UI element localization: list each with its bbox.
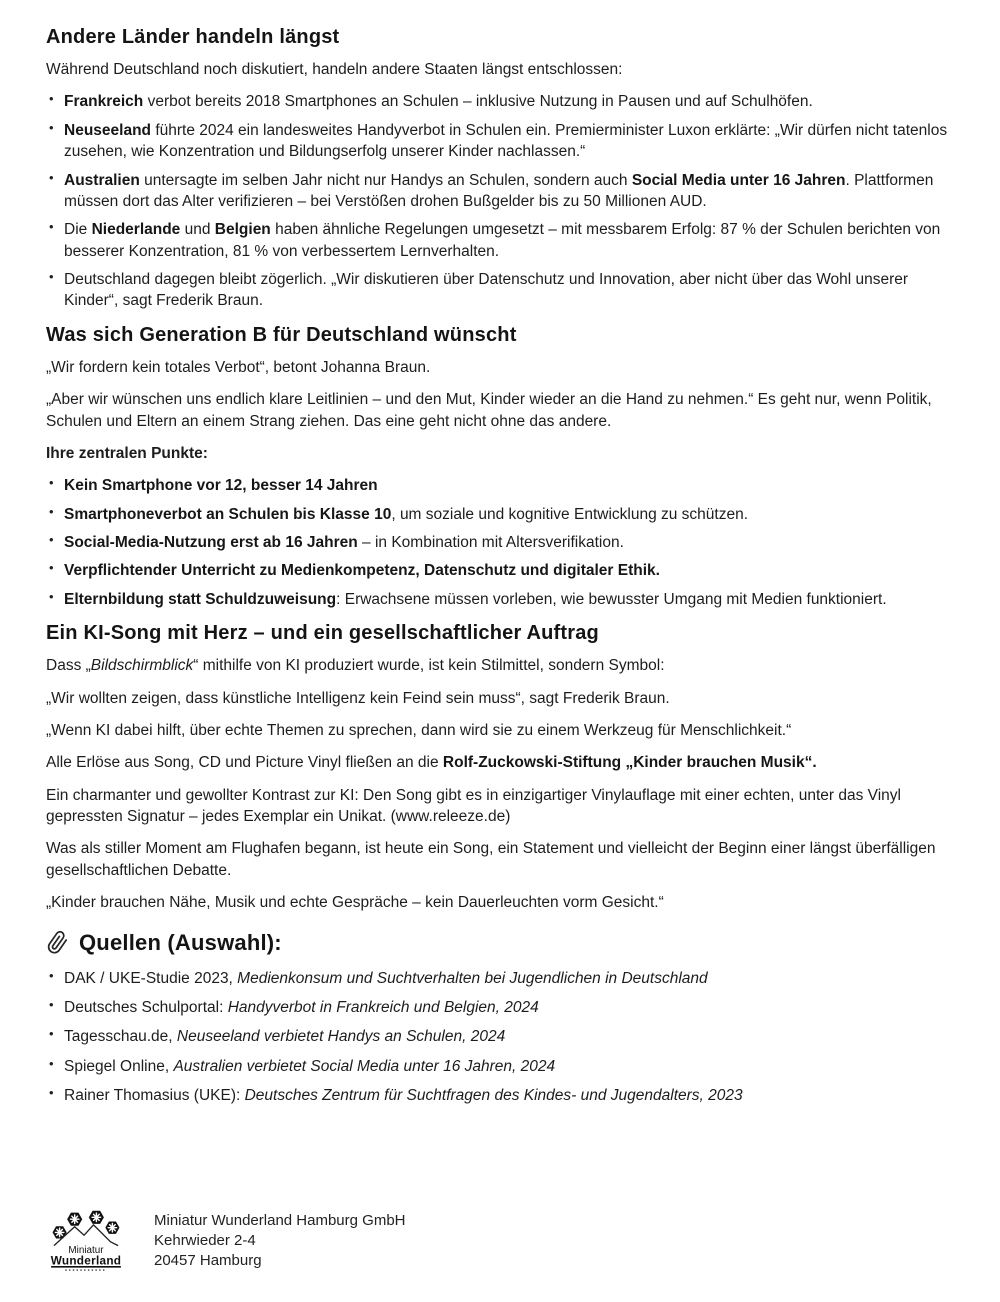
logo-text-line1: Miniatur [68,1245,104,1257]
paragraph [46,892,958,913]
italic-text: Deutsches Zentrum für Suchtfragen des Kindes- und Jugendalters, 2023 [244,1087,743,1104]
document-content [46,26,958,1114]
bold-text: Australien [64,171,140,189]
list-item [49,170,958,213]
text-run: Spiegel Online, [64,1057,174,1075]
text-run: Ihre zentralen Punkte: [46,444,208,462]
list-item [49,997,958,1018]
list-item [49,589,958,610]
text-run: verbot bereits 2018 Smartphones an Schulen – inklusive Nutzung in Pausen und auf Schulhöfen. [143,93,813,111]
bold-text: Neuseeland [64,121,152,139]
text-run: „Kinder brauchen Nähe, Musik und echte Gespräche – kein Dauerleuchten vorm Gesicht.“ [46,894,664,912]
heading-text: Ein KI-Song mit Herz – und ein gesellschaftlicher Auftrag [46,622,599,645]
text-run: . Plattformen müssen dort das Alter verifizieren – bei Verstößen drohen Bußgelder bis zu 50 Millionen AUD. [64,171,934,210]
bullet-list [46,475,958,610]
address-line: Kehrwieder 2-4 [154,1231,256,1249]
text-run: DAK / UKE-Studie 2023, [64,969,238,987]
text-run: und [180,221,215,239]
section-heading [46,324,958,347]
heading-text: Andere Länder handeln längst [46,26,340,48]
list-item [49,1056,958,1077]
paragraph [46,59,958,80]
text-run: „Wir wollten zeigen, dass künstliche Intelligenz kein Feind sein muss“, sagt Frederik Braun. [46,689,670,707]
italic-text: Australien verbietet Social Media unter 16 Jahren, 2024 [173,1057,556,1075]
text-run: Dass „ [46,657,91,675]
footer [48,1206,406,1277]
text-run: : Erwachsene müssen vorleben, wie bewusster Umgang mit Medien funktioniert. [336,590,887,608]
text-run: Deutsches Schulportal: [64,998,228,1016]
list-item [49,504,958,525]
text-run: Alle Erlöse aus Song, CD und Picture Vinyl fließen an die [46,754,443,772]
sources-list [46,968,958,1107]
section-heading [46,930,958,956]
heading-text: Quellen (Auswahl): [79,929,282,955]
paragraph [46,443,958,464]
paragraph [46,655,958,676]
bold-text: Verpflichtender Unterricht zu Medienkompetenz, Datenschutz und digitaler Ethik. [64,562,660,580]
italic-text: Neuseeland verbietet Handys an Schulen, 2024 [176,1028,506,1046]
section-heading [46,26,958,49]
text-run: „Wenn KI dabei hilft, über echte Themen zu sprechen, dann wird sie zu einem Werkzeug für Menschlichkeit.“ [46,721,792,739]
list-item [49,475,958,496]
bold-text: Kein Smartphone vor 12, besser 14 Jahren [64,477,378,495]
list-item [49,560,958,581]
text-run: Ein charmanter und gewollter Kontrast zur KI: Den Song gibt es in einzigartiger Vinylauflage mit einer echten, unter das Vinyl gepressten Signatur – jedes Exemplar ein Unikat. (www.releeze.de) [46,786,901,825]
paperclip-icon [46,931,69,954]
bold-text: Rolf-Zuckowski-Stiftung „Kinder brauchen Musik“. [442,754,817,772]
text-run: führte 2024 ein landesweites Handyverbot in Schulen ein. Premierminister Luxon erklärte: „Wir dürfen nicht tatenlos zusehen, wie Konzentration und Bildungserfolg unserer Kinder nachlassen.“ [64,121,948,161]
text-run: “ mithilfe von KI produziert wurde, ist kein Stilmittel, sondern Symbol: [193,657,665,675]
text-run: haben ähnliche Regelungen umgesetzt – mit messbarem Erfolg: 87 % der Schulen berichten von besserer Konzentration, 81 % von verbessertem Lernverhalten. [64,221,941,260]
paragraph [46,389,958,432]
list-item [49,219,958,262]
italic-text: Handyverbot in Frankreich und Belgien, 2024 [227,998,539,1016]
text-run: Deutschland dagegen bleibt zögerlich. „Wir diskutieren über Datenschutz und Innovation, aber nicht über das Wohl unserer Kinder“, sagt Frederik Braun. [64,271,909,310]
paragraph [46,785,958,828]
list-item [49,91,958,112]
text-run: untersagte im selben Jahr nicht nur Handys an Schulen, sondern auch [139,171,632,189]
address-line: Miniatur Wunderland Hamburg GmbH [154,1212,406,1229]
miniatur-wunderland-logo [48,1206,124,1277]
list-item [49,1085,958,1106]
paragraph [46,688,958,709]
text-run: „Wir fordern kein totales Verbot“, betont Johanna Braun. [46,358,431,376]
address-line: 20457 Hamburg [154,1251,262,1269]
italic-text: Medienkonsum und Suchtverhalten bei Jugendlichen in Deutschland [237,969,708,987]
italic-text: Bildschirmblick [90,657,194,675]
list-item [49,120,958,163]
text-run: Rainer Thomasius (UKE): [64,1087,245,1104]
bullet-list [46,91,958,311]
bold-text: Belgien [214,221,271,239]
list-item [49,1026,958,1047]
paragraph [46,752,958,773]
paragraph [46,838,958,881]
bold-text: Frankreich [64,93,144,111]
text-run: – in Kombination mit Altersverifikation. [357,534,624,551]
logo-text-line2: Wunderland [50,1254,122,1268]
heading-text: Was sich Generation B für Deutschland wünscht [46,323,517,346]
bold-text: Social Media unter 16 Jahren [631,171,846,189]
text-run: Die [64,221,92,239]
paragraph [46,357,958,378]
paragraph [46,720,958,741]
bold-text: Social-Media-Nutzung erst ab 16 Jahren [64,534,358,551]
bold-text: Smartphoneverbot an Schulen bis Klasse 10 [64,505,392,523]
text-run: Tagesschau.de, [64,1028,177,1046]
text-run: „Aber wir wünschen uns endlich klare Leitlinien – und den Mut, Kinder wieder an die Hand zu nehmen.“ Es geht nur, wenn Politik, Schulen und Eltern an einem Strang ziehen. Das eine geht nicht ohne das andere. [46,391,932,430]
bold-text: Niederlande [91,221,181,239]
list-item [49,532,958,553]
bold-text: Elternbildung statt Schuldzuweisung [64,590,337,608]
text-run: Was als stiller Moment am Flughafen begann, ist heute ein Song, ein Statement und vielleicht der Beginn einer längst überfälligen gesellschaftlichen Debatte. [46,840,936,879]
section-heading [46,622,958,645]
list-item [49,269,958,312]
text-run: Während Deutschland noch diskutiert, handeln andere Staaten längst entschlossen: [46,61,623,78]
text-run: , um soziale und kognitive Entwicklung zu schützen. [391,505,749,523]
list-item [49,968,958,989]
company-address [154,1206,406,1271]
